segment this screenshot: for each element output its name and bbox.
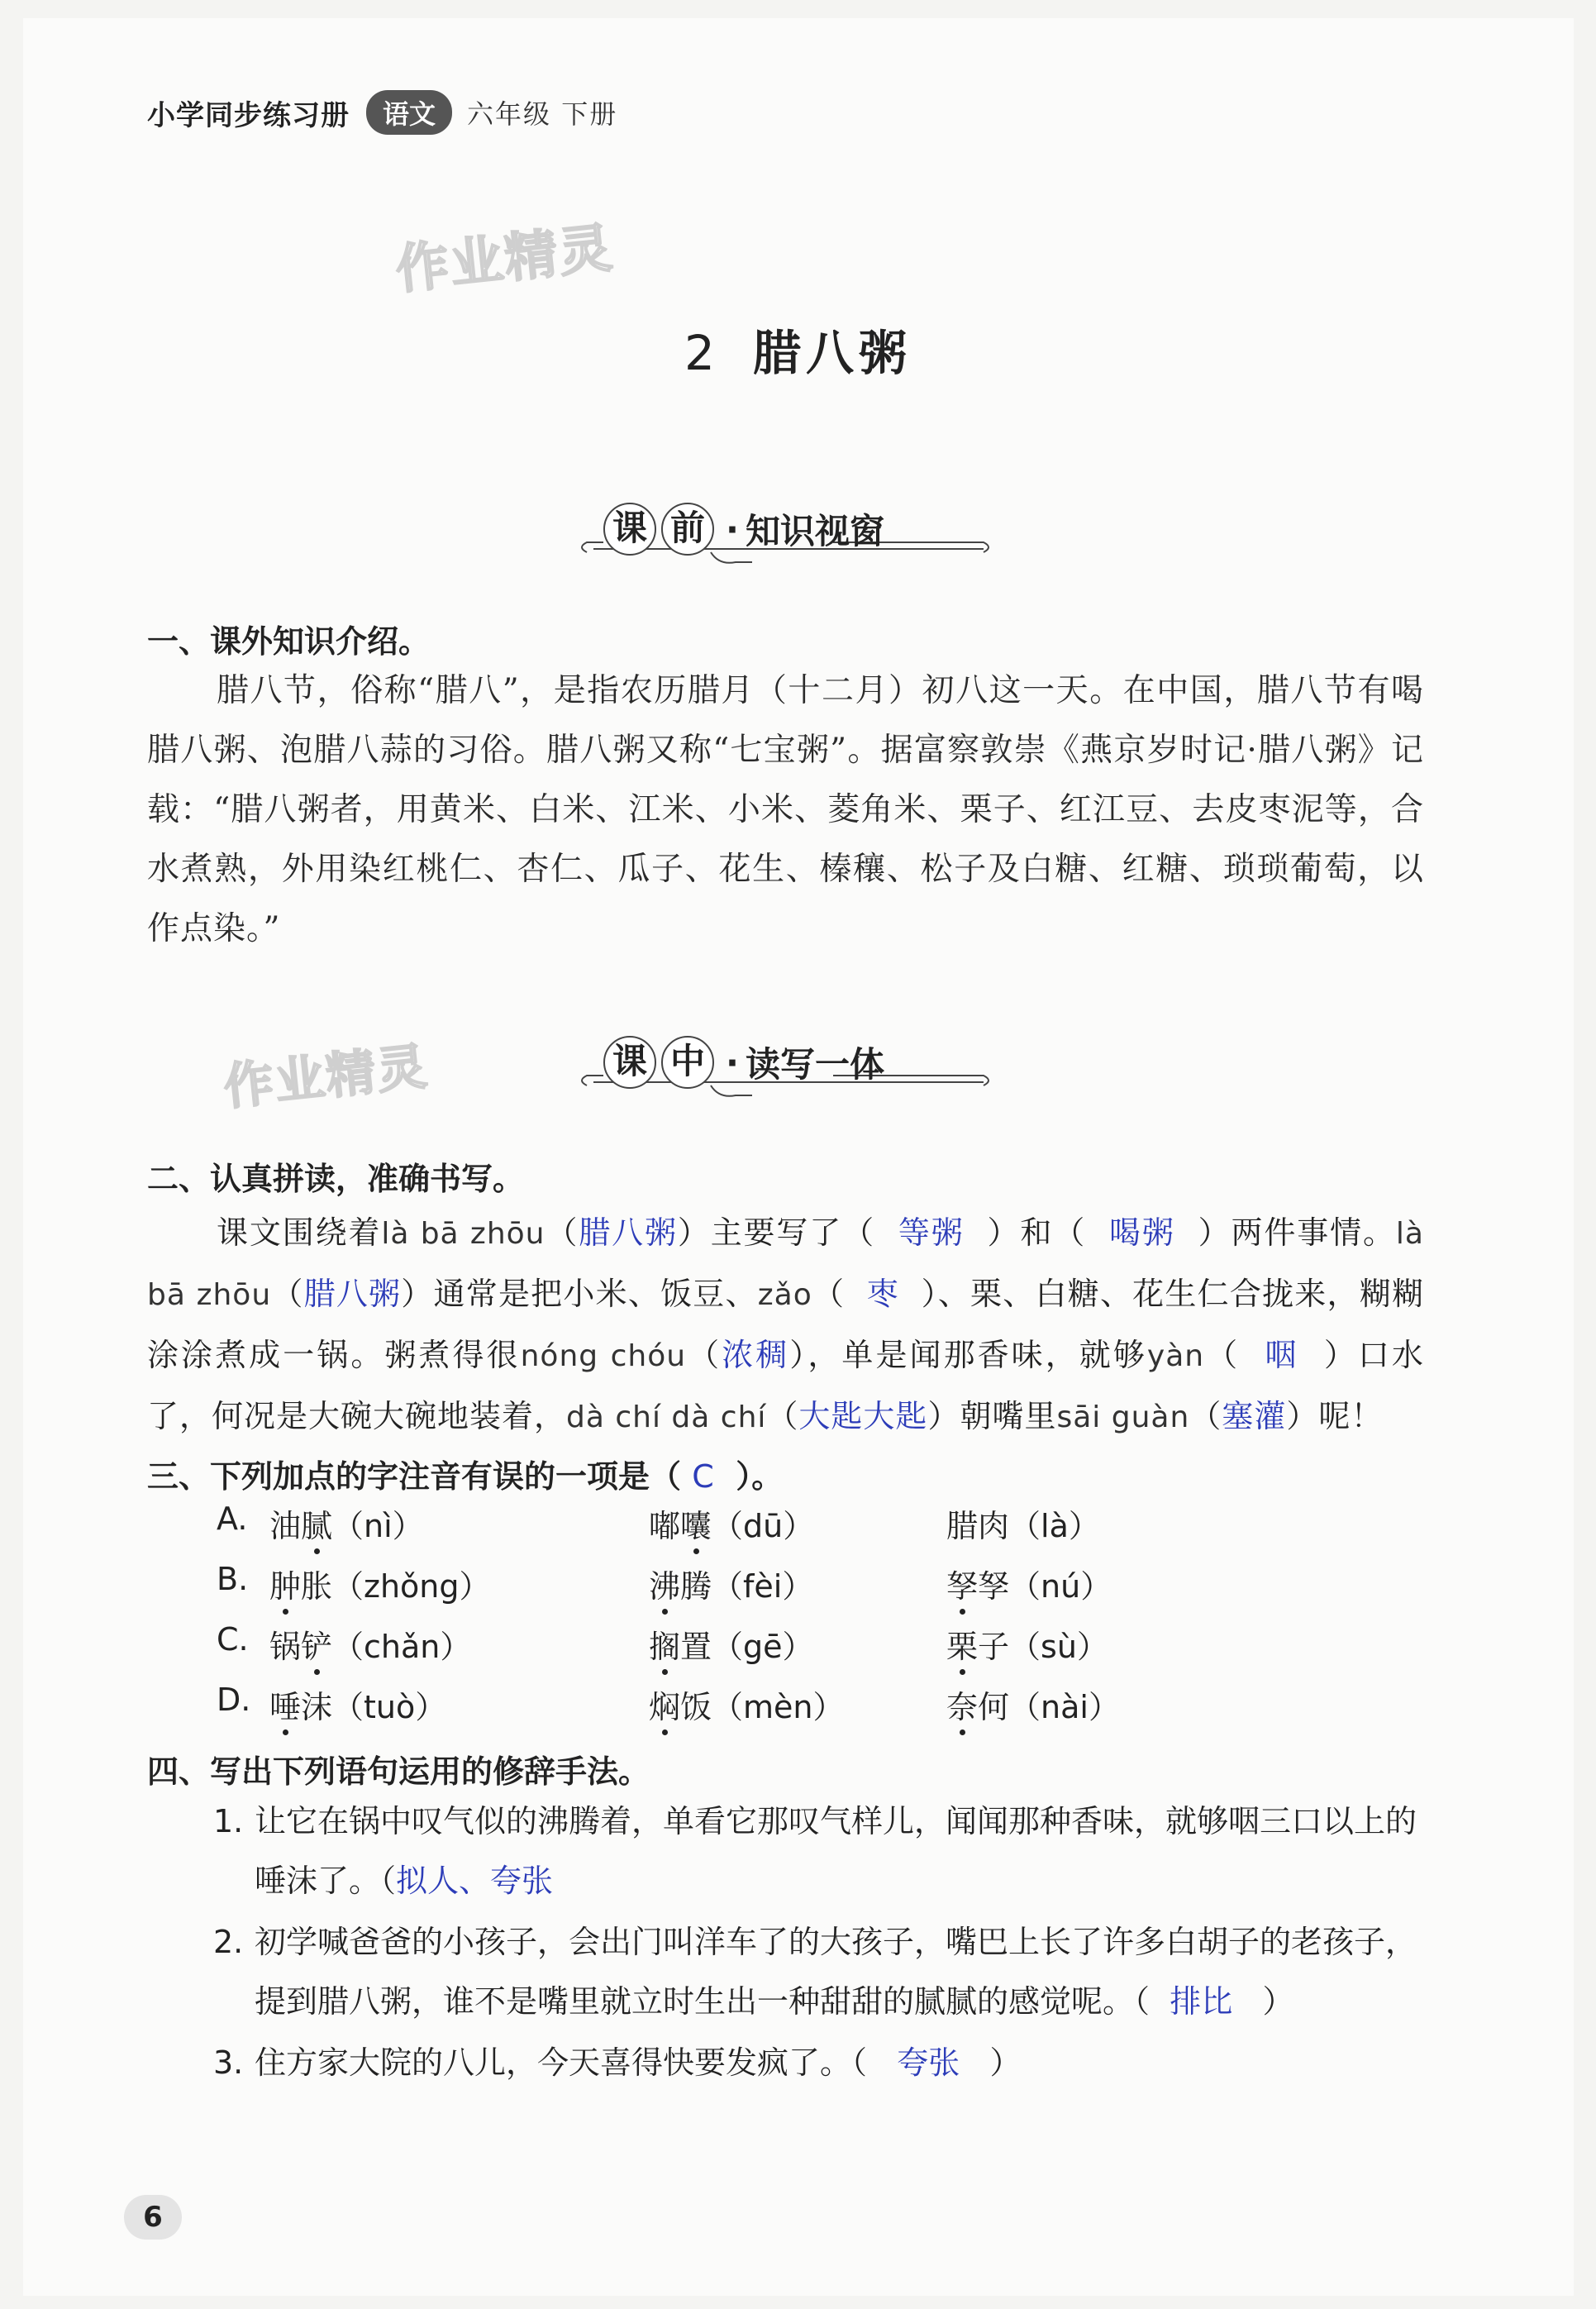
section-banner-pre-class: 课 前 · 知识视窗 bbox=[570, 488, 1000, 587]
option-word: 孥孥（nú） bbox=[946, 1561, 1112, 1606]
option-letter: C. bbox=[217, 1621, 249, 1658]
option-word: 锅铲（chǎn） bbox=[269, 1621, 471, 1667]
option-word: 唾沫（tuò） bbox=[269, 1682, 446, 1727]
banner-label: 读写一体 bbox=[745, 1044, 884, 1085]
pinyin: nóng chóu bbox=[520, 1339, 687, 1373]
answer: 枣 bbox=[866, 1276, 899, 1312]
lesson-title bbox=[0, 314, 1596, 384]
pinyin: là bā zhōu bbox=[147, 1217, 1424, 1312]
banner-char-1: 课 bbox=[603, 503, 656, 556]
pinyin: yàn bbox=[1146, 1339, 1205, 1373]
rhetoric-item-3: 3. 住方家大院的八儿，今天喜得快要发疯了。（ 夸张 ） bbox=[213, 2044, 1022, 2081]
question-3-heading: 三、下列加点的字注音有误的一项是（ C ）。 bbox=[147, 1458, 784, 1495]
answer: 喝粥 bbox=[1109, 1214, 1175, 1251]
option-word: 奈何（nài） bbox=[946, 1682, 1120, 1727]
answer: 大匙大匙 bbox=[798, 1398, 928, 1434]
answer: 腊八粥 bbox=[579, 1214, 678, 1251]
option-word: 嘟囔（dū） bbox=[649, 1500, 814, 1546]
banner-char-1: 课 bbox=[603, 1036, 656, 1089]
question-1-heading: 一、课外知识介绍。 bbox=[147, 623, 431, 660]
option-word: 搁置（gē） bbox=[649, 1621, 814, 1667]
option-word: 腊肉（là） bbox=[946, 1508, 1100, 1544]
option-word: 肿胀（zhǒng） bbox=[269, 1561, 491, 1606]
series-title: 小学同步练习册 bbox=[147, 98, 350, 132]
answer: 拟人、夸张 bbox=[396, 1863, 554, 1899]
question-2-heading: 二、认真拼读，准确书写。 bbox=[147, 1161, 525, 1197]
answer: 浓稠 bbox=[722, 1337, 790, 1373]
watermark: 作业精灵 bbox=[221, 1038, 431, 1117]
option-word: 焖饭（mèn） bbox=[649, 1682, 845, 1727]
rhetoric-item-1: 1. 让它在锅中叹气似的沸腾着，单看它那叹气样儿，闻闻那种香味，就够咽三口以上的唾沫了。（拟人、夸张 bbox=[213, 1803, 1417, 1899]
answer: 塞灌 bbox=[1222, 1398, 1287, 1434]
option-word: 栗子（sù） bbox=[946, 1621, 1108, 1667]
answer: 腊八粥 bbox=[303, 1276, 402, 1312]
pinyin: dà chí dà chí bbox=[566, 1400, 767, 1434]
lesson-number: 2 bbox=[684, 325, 720, 381]
answer: 夸张 bbox=[897, 2044, 960, 2081]
page-number: 6 bbox=[124, 2195, 182, 2240]
option-word: 沸腾（fèi） bbox=[649, 1561, 813, 1606]
option-word: 油腻（nì） bbox=[269, 1500, 424, 1546]
answer: C bbox=[692, 1458, 714, 1495]
section-banner-in-class: 课 中 · 读写一体 bbox=[570, 1021, 1000, 1120]
banner-char-2: 前 bbox=[661, 503, 714, 556]
answer: 咽 bbox=[1265, 1337, 1299, 1373]
pinyin: zǎo bbox=[757, 1278, 812, 1312]
pinyin: là bā zhōu bbox=[381, 1217, 545, 1251]
option-letter: B. bbox=[217, 1561, 249, 1597]
running-header bbox=[147, 89, 617, 136]
question-4-heading: 四、写出下列语句运用的修辞手法。 bbox=[147, 1753, 650, 1790]
intro-paragraph: 腊八节，俗称“腊八”，是指农历腊月（十二月）初八这一天。在中国，腊八节有喝腊八粥、泡腊八蒜的习俗。腊八粥又称“七宝粥”。据富察敦崇《燕京岁时记·腊八粥》记载：“腊八粥者，用黄米、白米、江米、小米、菱角米、栗子、红江豆、去皮枣泥等，合水煮熟，外用染红桃仁、杏仁、瓜子、花生、榛穰、松子及白糖、红糖、琐琐葡萄，以作点染。” bbox=[147, 672, 1424, 947]
pinyin: sāi guàn bbox=[1056, 1400, 1190, 1434]
banner-char-2: 中 bbox=[661, 1036, 714, 1089]
banner-label: 知识视窗 bbox=[745, 511, 884, 551]
answer: 排比 bbox=[1170, 1983, 1233, 2020]
option-letter: A. bbox=[217, 1500, 248, 1537]
grade-label: 六年级 下册 bbox=[467, 98, 618, 130]
option-letter: D. bbox=[217, 1682, 251, 1718]
rhetoric-item-2: 2. 初学喊爸爸的小孩子，会出门叫洋车了的大孩子，嘴巴上长了许多白胡子的老孩子，提到腊八粥，谁不是嘴里就立时生出一种甜甜的腻腻的感觉呢。（ 排比 ） bbox=[213, 1924, 1417, 2020]
pinyin-fill-paragraph: 课文围绕着là bā zhōu（腊八粥）主要写了（ 等粥 ）和（ 喝粥 ）两件事情。là bā zhōu（腊八粥）通常是把小米、饭豆、zǎo（ 枣 ）、栗、白糖、花生仁合拢来，糊糊涂涂煮成一锅。粥煮得很nóng chóu（浓稠），单是闻那香味，就够yàn（ 咽 ）口水了，何况是大碗大碗地装着，dà chí dà chí（大匙大匙）朝嘴里sāi guàn（塞灌）呢！ bbox=[147, 1214, 1424, 1434]
lesson-name: 腊八粥 bbox=[752, 325, 912, 381]
watermark: 作业精灵 bbox=[393, 217, 617, 302]
answer: 等粥 bbox=[898, 1214, 965, 1251]
subject-badge: 语文 bbox=[366, 90, 452, 135]
